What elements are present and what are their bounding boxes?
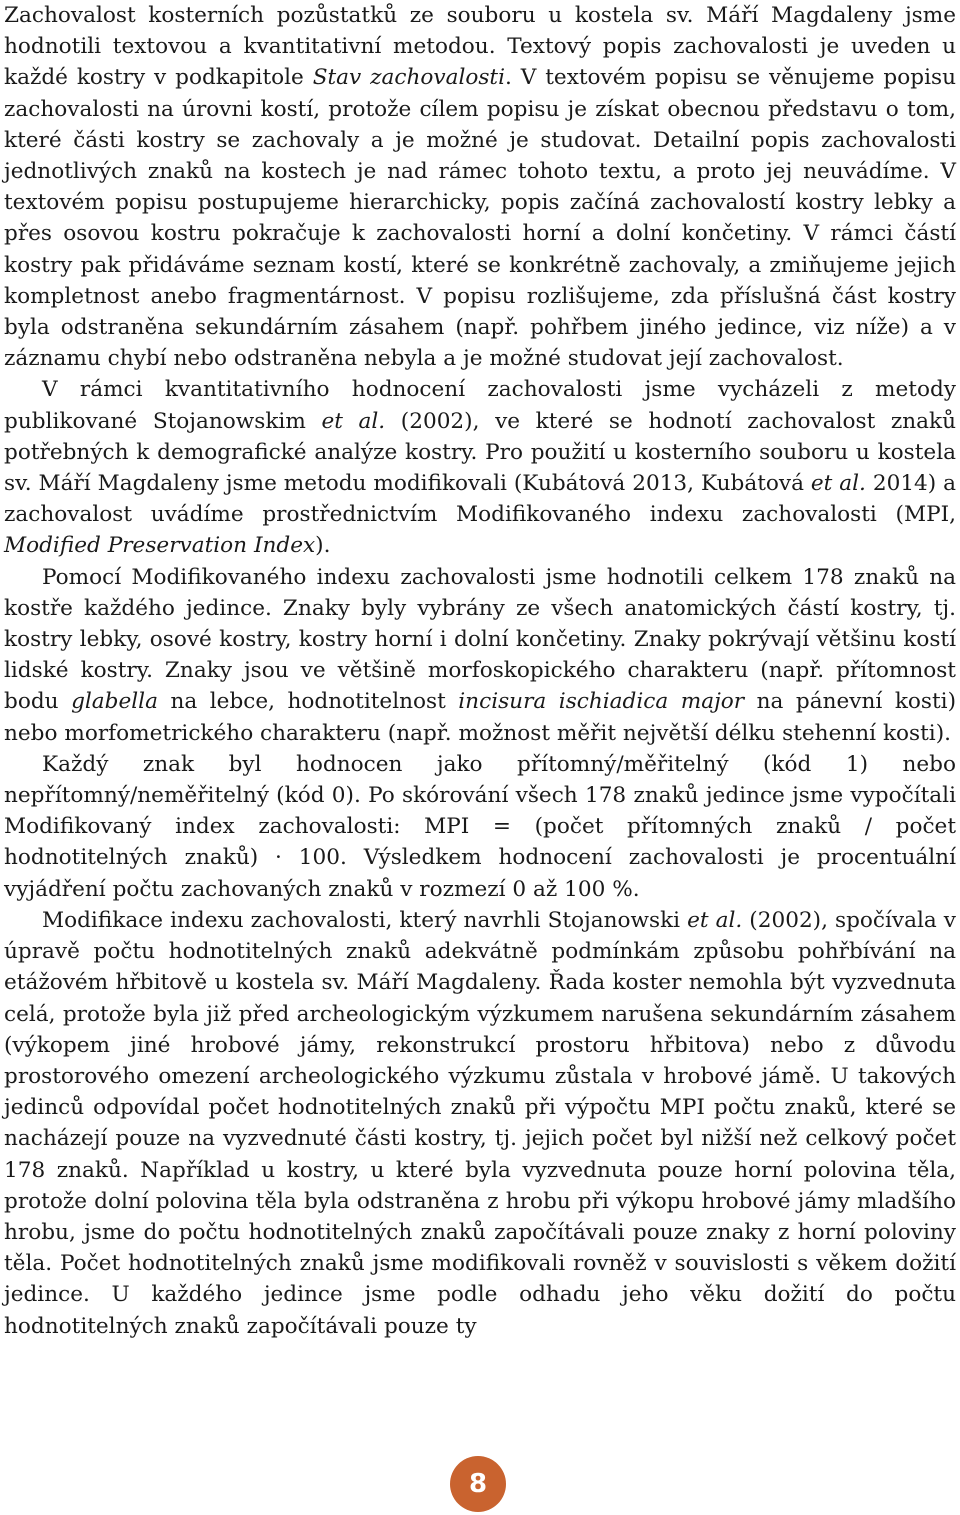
text-span: (2002), ve které se hodnotí zachovalost znaků potřebných k demografické analýze kostry. Pro použití u kosterního souboru u kostela sv. Máří Magdaleny jsme metodu modifikovali (Kubátová 2013, Kubátová xyxy=(4,408,957,497)
italic-text: Stav zachovalosti xyxy=(312,65,506,91)
text-span: na lebce, hodnotitelnost xyxy=(157,689,459,715)
italic-text: et al. xyxy=(810,471,866,497)
text-span: na pánevní kosti) nebo morfometrického charakteru (např. možnost měřit největší délku stehenní kosti). xyxy=(4,689,956,746)
text-span: Modifikace indexu zachovalosti, který navrhli Stojanowski xyxy=(42,907,688,933)
text-span: Každý znak byl hodnocen jako přítomný/měřitelný (kód 1) nebo nepřítomný/neměřitelný (kód 0). Po skórování všech 178 znaků jedince jsme vypočítali Modifikovaný index zachovalosti: MPI = (počet přítomných znaků / počet hodnotitelných znaků) · 100. Výsledkem hodnocení zachovalosti je procentuální vyjádření počtu zachovaných znaků v rozmezí 0 až 100 %. xyxy=(4,751,956,902)
text-span: . V textovém popisu se věnujeme popisu zachovalosti na úrovni kostí, protože cílem popisu je získat obecnou představu o tom, které části kostry se zachovaly a je možné je studovat. Detailní popis zachovalosti jednotlivých znaků na kostech je nad rámec tohoto textu, a proto jej neuvádíme. V textovém popisu postupujeme hierarchicky, popis začíná zachovalostí kostry lebky a přes osovou kostru pokračuje k zachovalosti horní a dolní končetiny. V rámci částí kostry pak přidáváme seznam kostí, které se konkrétně zachovaly, a zmiňujeme jejich kompletnost anebo fragmentárnost. V popisu rozlišujeme, zda příslušná část kostry byla odstraněna sekundárním zásahem (např. pohřbem jiného jedince, viz níže) a v záznamu chybí nebo odstraněna nebyla a je možné studovat její zachovalost. xyxy=(4,65,956,372)
italic-text: glabella xyxy=(71,689,158,715)
text-span: ). xyxy=(315,533,331,559)
paragraph xyxy=(4,0,956,374)
italic-text: incisura ischiadica major xyxy=(458,689,745,715)
italic-text: et al. xyxy=(687,907,743,933)
paragraph xyxy=(4,905,956,1342)
text-span: Zachovalost kosterních pozůstatků ze souboru u kostela sv. Máří Magdaleny jsme hodnotili textovou a kvantitativní metodou. Textový popis zachovalosti je uveden u každé kostry v podkapitole xyxy=(4,3,956,91)
paragraph xyxy=(4,374,956,561)
paragraph xyxy=(4,562,956,749)
text-span: V rámci kvantitativního hodnocení zachovalosti jsme vycházeli z metody publikované Stojanowskim xyxy=(4,377,956,434)
page-number-badge: 8 xyxy=(450,1456,506,1512)
text-span: 2014) a zachovalost uvádíme prostřednictvím Modifikovaného indexu zachovalosti (MPI, xyxy=(4,471,957,528)
italic-text: et al. xyxy=(321,408,386,434)
italic-text: Modified Preservation Index xyxy=(4,533,316,559)
text-span: (2002), spočívala v úpravě počtu hodnotitelných znaků adekvátně podmínkám způsobu pohřbívání na etážovém hřbitově u kostela sv. Máří Magdaleny. Řada koster nemohla být vyzvednuta celá, protože byla již před archeologickým výzkumem narušena sekundárním zásahem (výkopem jiné hrobové jámy, rekonstrukcí prostoru hřbitova) nebo z důvodu prostorového omezení archeologického výzkumu zůstala v hrobové jámě. U takových jedinců odpovídal počet hodnotitelných znaků při výpočtu MPI počtu znaků, které se nacházejí pouze na vyzvednuté části kostry, tj. jejich počet byl nižší než celkový počet 178 znaků. Například u kostry, u které byla vyzvednuta pouze horní polovina těla, protože dolní polovina těla byla odstraněna z hrobu při výkopu hrobové jámy mladšího hrobu, jsme do počtu hodnotitelných znaků započítávali pouze znaky z horní poloviny těla. Počet hodnotitelných znaků jsme modifikovali rovněž v souvislosti s věkem dožití jedince. U každého jedince jsme podle odhadu jeho věku dožití do počtu hodnotitelných znaků započítávali pouze ty xyxy=(4,907,956,1339)
body-text xyxy=(4,0,956,1342)
paragraph xyxy=(4,749,956,905)
text-span: Pomocí Modifikovaného indexu zachovalosti jsme hodnotili celkem 178 znaků na kostře každého jedince. Znaky byly vybrány ze všech anatomických částí kostry, tj. kostry lebky, osové kostry, kostry horní i dolní končetiny. Znaky pokrývají většinu kostí lidské kostry. Znaky jsou ve většině morfoskopického charakteru (např. přítomnost bodu xyxy=(4,564,956,715)
